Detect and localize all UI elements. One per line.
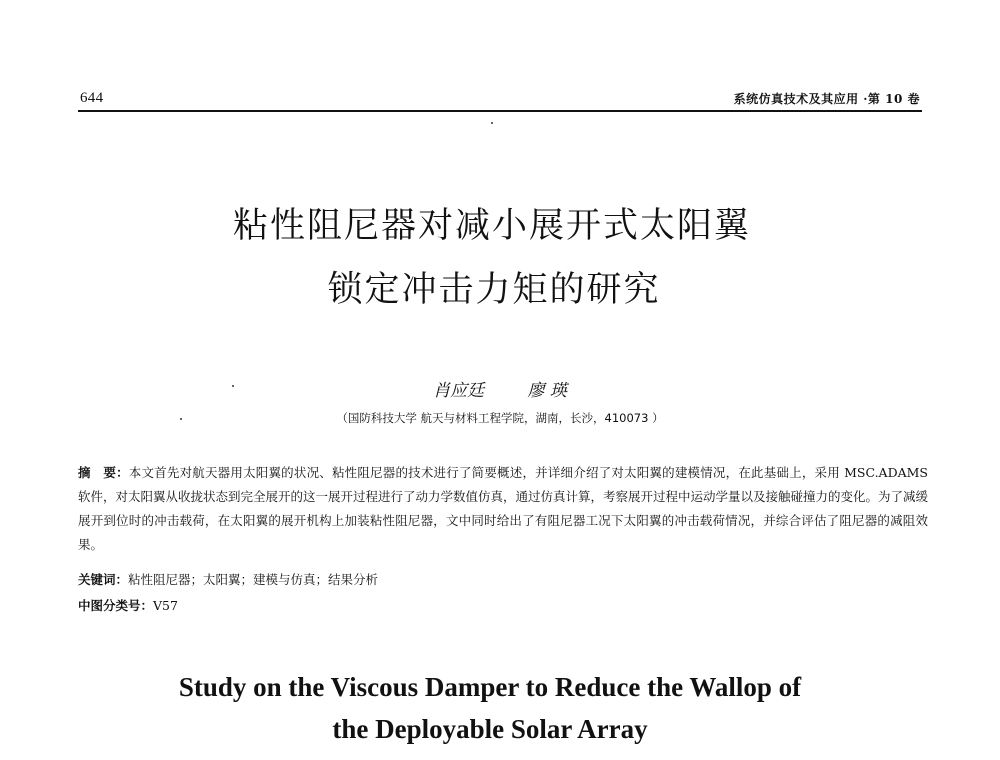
journal-name: 系统仿真技术及其应用 ·第 10 卷 [733, 92, 920, 106]
chinese-title-line-2: 锁定冲击力矩的研究 [327, 270, 661, 310]
author-name: 肖应廷 [433, 381, 485, 401]
abstract [78, 461, 928, 557]
header-rule [78, 110, 922, 112]
scan-speck [491, 122, 493, 124]
english-title-line-2: the Deployable Solar Array [332, 714, 648, 744]
abstract-text: 本文首先对航天器用太阳翼的状况、粘性阻尼器的技术进行了简要概述，并详细介绍了对太阳翼的建模情况，在此基础上，采用 MSC.ADAMS 软件，对太阳翼从收拢状态到完全展开的这一展开过程进行了动力学数值仿真，通过仿真计算，考察展开过程中运动学量以及接触碰撞力的变化。为了减缓展开到位时的冲击载荷，在太阳翼的展开机构上加装粘性阻尼器，文中同时给出了有阻尼器工况下太阳翼的冲击载荷情况，并综合评估了阻尼器的减阻效果。 [78, 465, 929, 552]
classification-value: V57 [153, 598, 178, 613]
classification-number [78, 596, 178, 614]
keywords-label: 关键词： [78, 572, 129, 587]
chinese-title-line-1: 粘性阻尼器对减小展开式太阳翼 [232, 206, 751, 246]
affiliation: （国防科技大学 航天与材料工程学院，湖南，长沙，410073 ） [336, 411, 664, 425]
page-number: 644 [80, 90, 104, 106]
keywords [78, 570, 378, 588]
classification-label: 中图分类号： [78, 598, 154, 613]
page-header [80, 88, 920, 110]
authors [0, 376, 1000, 401]
keywords-text: 粘性阻尼器；太阳翼；建模与仿真；结果分析 [128, 572, 379, 587]
english-title-line-1: Study on the Viscous Damper to Reduce the Wallop of [178, 672, 802, 702]
author-name: 廖 瑛 [527, 381, 567, 401]
abstract-label: 摘 要： [78, 465, 129, 480]
